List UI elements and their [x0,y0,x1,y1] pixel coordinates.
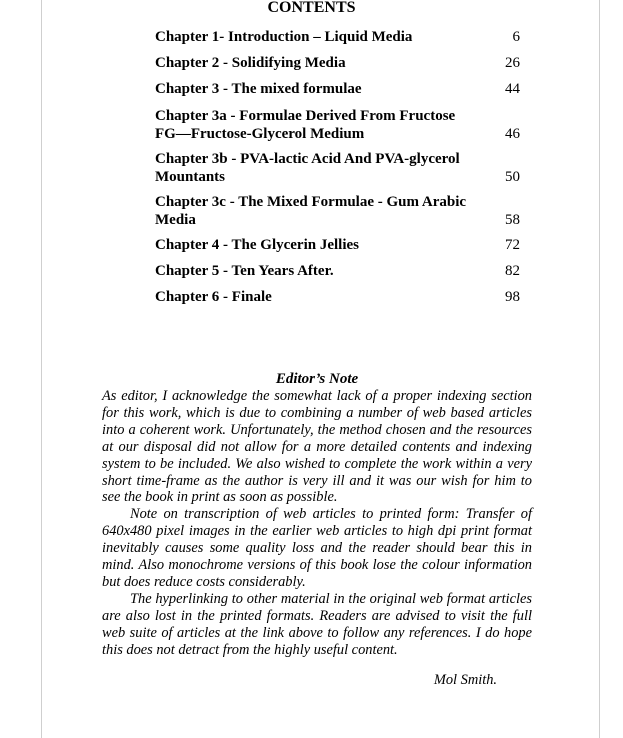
toc-entry-page: 98 [505,289,520,305]
table-of-contents [155,28,520,306]
toc-entry [155,150,520,186]
toc-entry-label: Chapter 1- Introduction – Liquid Media [155,29,413,45]
toc-entry-page: 26 [505,55,520,71]
toc-entry-page: 6 [512,29,520,45]
toc-entry-label: Chapter 3a - Formulae Derived From Fructose FG—Fructose-Glycerol Medium [155,108,456,142]
toc-entry-page: 46 [505,126,520,142]
contents-heading: CONTENTS [267,0,356,16]
toc-entry-page: 72 [505,237,520,253]
toc-entry [155,80,520,98]
toc-entry-page: 82 [505,263,520,279]
toc-entry-label: Chapter 6 - Finale [155,289,272,305]
toc-entry-page: 58 [505,212,520,228]
editors-note-paragraph: The hyperlinking to other material in the original web format articles are also lost in the printed formats. Readers are advised to visit the full web suite of articles at the link above to follow any references. I do hope this does not detract from the highly useful content. [102,590,532,658]
toc-entry [155,262,520,280]
toc-entry-label: Chapter 3 - The mixed formulae [155,81,362,97]
toc-entry [155,54,520,72]
toc-entry-label: Chapter 2 - Solidifying Media [155,55,346,71]
toc-entry [155,236,520,254]
toc-entry [155,288,520,306]
editors-note-paragraph: As editor, I acknowledge the somewhat lack of a proper indexing section for this work, which is due to combining a number of web based articles into a coherent work. Unfortunately, the method chosen and the resources at our disposal did not allow for a more detailed contents and indexing system to be included. We also wished to complete the work within a very short time-frame as the author is very ill and it was our wish for him to see the book in print as soon as possible. [102,388,532,506]
toc-entry-label: Chapter 3c - The Mixed Formulae - Gum Arabic Media [155,194,467,228]
editors-note-paragraph: Note on transcription of web articles to printed form: Transfer of 640x480 pixel images in the earlier web articles to high dpi print format inevitably causes some quality loss and the reader should bear this in mind. Also monochrome versions of this book lose the colour information but does reduce costs considerably. [102,506,532,590]
toc-entry-label: Chapter 5 - Ten Years After. [155,263,334,279]
editors-note-heading: Editor’s Note [275,371,359,387]
signature: Mol Smith. [433,671,497,688]
toc-entry [155,28,520,46]
toc-entry-label: Chapter 4 - The Glycerin Jellies [155,237,360,253]
page-right-edge [599,0,600,738]
editors-note [102,371,532,689]
toc-entry-page: 44 [505,81,520,97]
page-left-edge [41,0,42,738]
toc-entry-page: 50 [505,169,520,185]
toc-entry [155,193,520,229]
toc-entry-label: Chapter 3b - PVA-lactic Acid And PVA-glycerol Mountants [155,151,460,185]
toc-entry [155,107,520,143]
